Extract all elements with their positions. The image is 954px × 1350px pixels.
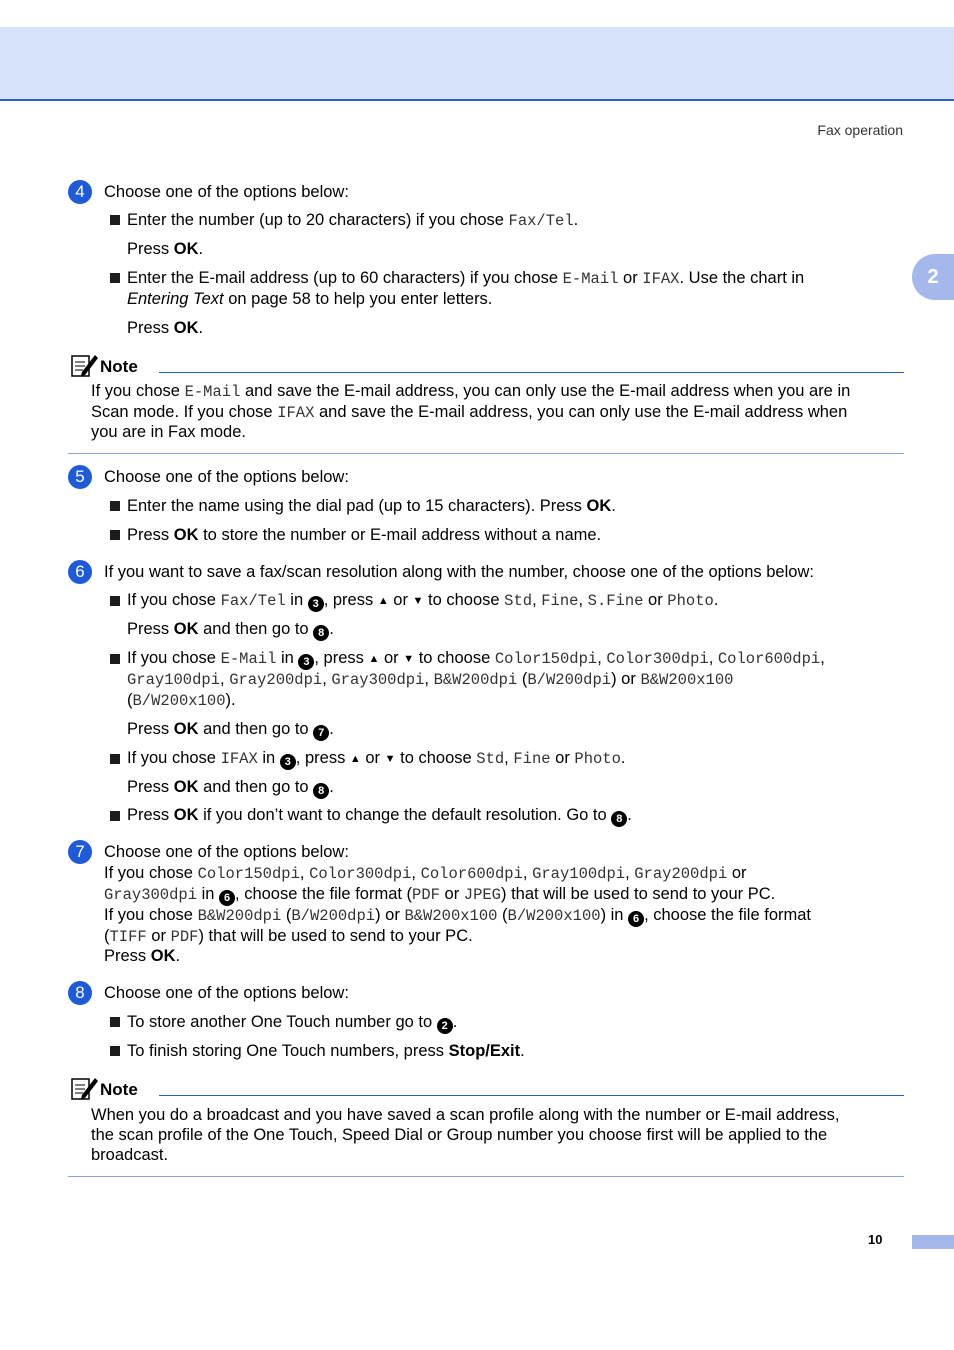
step-ref-6[interactable]: 6 — [628, 911, 644, 927]
note1-line-2: Scan mode. If you chose IFAX and save the E-mail address, you can only use the E-mail address when — [91, 403, 848, 422]
down-arrow-icon: ▼ — [384, 753, 396, 765]
step4-bullet-2-cont: Entering Text on page 58 to help you enter letters. — [127, 290, 493, 308]
step5-bullet-1: Enter the name using the dial pad (up to 15 characters). Press OK. — [127, 497, 616, 515]
step-number-6: 6 — [68, 560, 92, 584]
step-ref-6[interactable]: 6 — [219, 890, 235, 906]
bullet-icon — [110, 530, 120, 540]
bullet-icon — [110, 215, 120, 225]
note1-line-1: If you chose E-Mail and save the E-mail address, you can only use the E-mail address when you are in — [91, 382, 851, 401]
section-title: Fax operation — [817, 122, 903, 138]
step-ref-3[interactable]: 3 — [308, 596, 324, 612]
step4-intro: Choose one of the options below: — [104, 183, 349, 201]
bullet-icon — [110, 654, 120, 664]
note-divider — [159, 372, 904, 373]
step7-line-2: If you chose Color150dpi, Color300dpi, Color600dpi, Gray100dpi, Gray200dpi or — [104, 864, 747, 883]
step7-line-4: If you chose B&W200dpi (B/W200dpi) or B&W200x100 (B/W200x100) in 6 , choose the file format — [104, 906, 811, 925]
step6-bullet-2-cont: Gray100dpi, Gray200dpi, Gray300dpi, B&W200dpi (B/W200dpi) or B&W200x100 — [127, 670, 734, 689]
step8-intro: Choose one of the options below: — [104, 984, 349, 1002]
bullet-icon — [110, 1017, 120, 1027]
step-ref-8[interactable]: 8 — [611, 811, 627, 827]
up-arrow-icon: ▲ — [377, 595, 389, 607]
step-number-5: 5 — [68, 465, 92, 489]
step6-press-ok-1: Press OK and then go to 8 . — [127, 620, 334, 639]
step7-line-3: Gray300dpi in 6 , choose the file format (PDF or JPEG) that will be used to send to your PC. — [104, 885, 776, 904]
up-arrow-icon: ▲ — [349, 753, 361, 765]
step5-bullet-2: Press OK to store the number or E-mail address without a name. — [127, 526, 602, 544]
note-title: Note — [100, 357, 138, 376]
step7-line-5: (TIFF or PDF) that will be used to send to your PC. — [104, 927, 473, 946]
note-divider — [159, 1095, 904, 1096]
note-bottom-divider — [68, 453, 904, 454]
step6-press-ok-2: Press OK and then go to 7 . — [127, 720, 334, 739]
step7-press-ok: Press OK. — [104, 947, 181, 965]
bullet-icon — [110, 811, 120, 821]
step-ref-8[interactable]: 8 — [313, 625, 329, 641]
step6-press-ok-3: Press OK and then go to 8 . — [127, 778, 334, 797]
bullet-icon — [110, 1046, 120, 1056]
step8-bullet-1: To store another One Touch number go to 2 . — [127, 1013, 458, 1032]
up-arrow-icon: ▲ — [368, 653, 380, 665]
step-ref-2[interactable]: 2 — [437, 1018, 453, 1034]
step6-bullet-3: If you chose IFAX in 3 , press ▲ or ▼ to choose Std, Fine or Photo. — [127, 749, 626, 768]
step-ref-8[interactable]: 8 — [313, 783, 329, 799]
down-arrow-icon: ▼ — [403, 653, 415, 665]
note2-line-1: When you do a broadcast and you have saved a scan profile along with the number or E-mail address, — [91, 1106, 840, 1124]
header-band — [0, 27, 954, 101]
step6-intro: If you want to save a fax/scan resolution along with the number, choose one of the options below: — [104, 563, 814, 581]
note1-line-3: you are in Fax mode. — [91, 423, 246, 441]
step4-press-ok-1: Press OK. — [127, 240, 204, 258]
step6-bullet-1: If you chose Fax/Tel in 3 , press ▲ or ▼ to choose Std, Fine, S.Fine or Photo. — [127, 591, 719, 610]
step5-intro: Choose one of the options below: — [104, 468, 349, 486]
down-arrow-icon: ▼ — [412, 595, 424, 607]
note2-line-3: broadcast. — [91, 1146, 169, 1164]
page-number: 10 — [868, 1232, 883, 1247]
note-bottom-divider — [68, 1176, 904, 1177]
note-pencil-icon — [70, 1075, 98, 1101]
step6-bullet-4: Press OK if you don’t want to change the default resolution. Go to 8 . — [127, 806, 632, 825]
step6-bullet-2: If you chose E-Mail in 3 , press ▲ or ▼ to choose Color150dpi, Color300dpi, Color600dpi, — [127, 649, 825, 668]
note2-line-2: the scan profile of the One Touch, Speed Dial or Group number you choose first will be applied to the — [91, 1126, 828, 1144]
chapter-tab[interactable]: 2 — [912, 254, 954, 300]
step4-press-ok-2: Press OK. — [127, 319, 204, 337]
page-bar — [912, 1235, 954, 1249]
step-ref-3[interactable]: 3 — [298, 654, 314, 670]
entering-text-link[interactable]: Entering Text — [127, 290, 224, 308]
step8-bullet-2: To finish storing One Touch numbers, press Stop/Exit. — [127, 1042, 525, 1060]
step-number-7: 7 — [68, 840, 92, 864]
step-number-4: 4 — [68, 180, 92, 204]
step-ref-3[interactable]: 3 — [280, 754, 296, 770]
bullet-icon — [110, 754, 120, 764]
bullet-icon — [110, 501, 120, 511]
bullet-icon — [110, 596, 120, 606]
step-ref-7[interactable]: 7 — [313, 725, 329, 741]
bullet-icon — [110, 273, 120, 283]
step-number-8: 8 — [68, 981, 92, 1005]
step7-intro: Choose one of the options below: — [104, 843, 349, 861]
step6-bullet-2-cont2: (B/W200x100). — [127, 691, 236, 710]
note-pencil-icon — [70, 352, 98, 378]
note-title: Note — [100, 1080, 138, 1099]
step4-bullet-1: Enter the number (up to 20 characters) if you chose Fax/Tel. — [127, 211, 579, 230]
step4-bullet-2: Enter the E-mail address (up to 60 characters) if you chose E-Mail or IFAX. Use the chart in — [127, 269, 805, 288]
